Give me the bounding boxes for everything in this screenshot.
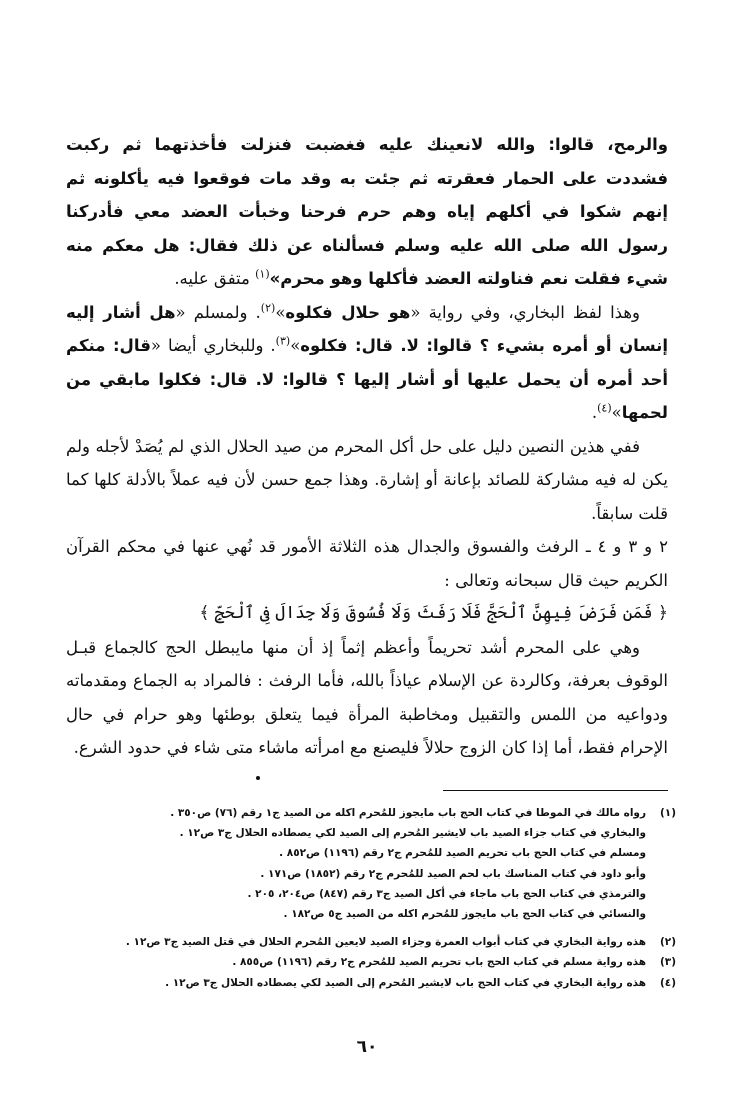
footnote-line: والبخاري في كتاب جزاء الصيد باب لايشير المُحرم إلى الصيد لكي يصطاده الحلال ج٣ ص١٢ . — [179, 827, 646, 840]
footnote-ref-1[interactable]: (١) — [255, 267, 270, 281]
paragraph-hadith-continuation — [66, 128, 668, 296]
narration-quote: قال: منكم أحد أمره أن يحمل عليها أو أشار إليها ؟ قالوا: لا. قال: فكلوا مابقي من لحمها — [66, 336, 668, 422]
footnote-4 — [66, 973, 676, 993]
footnote-ref-3[interactable]: (٣) — [275, 334, 291, 348]
hadith-source: متفق عليه. — [174, 269, 256, 288]
footnote-number: (٤) — [659, 976, 676, 989]
footnote-ref-4[interactable]: (٤) — [597, 401, 612, 415]
footnote-line: هذه رواية مسلم في كتاب الحج باب تحريم الصيد للمُحرم ج٢ رقم (١١٩٦) ص٨٥٥ . — [232, 956, 646, 969]
footnote-3 — [66, 952, 676, 972]
footnote-ref-2[interactable]: (٢) — [260, 301, 276, 314]
narration-text: » — [611, 403, 622, 422]
footnote-line: هذه رواية البخاري في كتاب أبواب العمرة وجزاء الصيد لايعين المُحرم الحلال في قتل الصيد ج٣ ص١٢ . — [125, 936, 646, 949]
narration-text: » — [275, 302, 286, 322]
footnote-divider — [443, 790, 668, 791]
paragraph-rafath-ruling: وهي على المحرم أشد تحريماً وأعظم إثماً إذ أن منها مايبطل الحج كالجماع قبـل الوقوف بعرفة، وكالردة عن الإسلام عياذاً بالله، فأما الرفث : فالمراد به الجماع ومقدماته ودواعيه من اللمس والتقبيل ومخاطبة المرأة فيما يتعلق بوطئها وهو حرام في حال الإحرام فقط، أما إذا كان الزوج حلالاً فليصنع مع امرأته ماشاء متى شاء في حدود الشرع. — [66, 637, 668, 757]
narration-text: . وللبخاري أيضا « — [150, 336, 276, 355]
narration-quote: هو حلال فكلوه — [285, 302, 411, 322]
paragraph-conclusion: ففي هذين النصين دليل على حل أكل المحرم من صيد الحلال الذي لم يُصَدْ لأجله ولم يكن له فيه مشاركة للصائد بإعانة أو إشارة. وهذا جمع حسن لأن فيه عملاً بالأدلة كلها كما قلت سابقاً. — [66, 436, 668, 523]
footnote-2 — [66, 932, 676, 952]
footnote-line: وأبو داود في كتاب المناسك باب لحم الصيد للمُحرم ج٢ رقم (١٨٥٢) ص١٧١ . — [260, 867, 646, 880]
footnote-line: والترمذي في كتاب الحج باب ماجاء في أكل الصيد ج٣ رقم (٨٤٧) ص٢٠٤، ٢٠٥ . — [247, 887, 646, 900]
footnote-number: (١) — [659, 807, 676, 819]
footnote-1 — [66, 803, 676, 924]
narration-text: » — [290, 336, 301, 355]
footnote-number: (٢) — [659, 936, 676, 949]
narration-text: . ولمسلم « — [175, 302, 261, 322]
paragraph-rafath-intro: ٢ و ٣ و ٤ ـ الرفث والفسوق والجدال هذه الثلاثة الأمور قد نُهي عنها في محكم القرآن الكريم حيث قال سبحانه وتعالى : — [66, 537, 668, 590]
footnote-line: هذه رواية البخاري في كتاب الحج باب لايشير المُحرم إلى الصيد لكي يصطاده الحلال ج٣ ص١٢ . — [165, 976, 646, 989]
footnote-line: رواه مالك في الموطا في كتاب الحج باب مايجوز للمُحرم اكله من الصيد ج١ رقم (٧٦) ص٣٥٠ . — [170, 807, 646, 819]
footnote-line: ومسلم في كتاب الحج باب تحريم الصيد للمُحرم ج٢ رقم (١١٩٦) ص٨٥٢ . — [279, 847, 646, 860]
quran-verse: ﴿ فَمَن فَرَضَ فِيهِنَّ ٱلْحَجَّ فَلَا رَفَثَ وَلَا فُسُوقَ وَلَا جِدَالَ فِى ٱلْحَجِّ ﴾ — [199, 603, 668, 623]
footnote-number: (٣) — [659, 956, 676, 969]
narration-text: وهذا لفظ البخاري، وفي رواية « — [410, 302, 640, 322]
footnote-line: والنسائي في كتاب الحج باب مايجوز للمُحرم اكله من الصيد ج٥ ص١٨٢ . — [283, 908, 646, 921]
main-text — [66, 128, 668, 765]
page-number: ٦٠ — [356, 1037, 378, 1057]
narration-quote: هل أشار إليه إنسان أو أمره بشيء ؟ قالوا: لا. قال: فكلوه — [66, 302, 668, 355]
stray-dot — [256, 776, 260, 780]
narration-text: . — [591, 403, 598, 422]
footnotes — [66, 803, 676, 993]
paragraph-narrations — [66, 296, 668, 430]
hadith-text: والرمح، قالوا: والله لانعينك عليه فغضبت فنزلت فأخذتهما ثم ركبت فشددت على الحمار فعقرته ثم جئت به وقد مات فوقعوا فيه يأكلونه ثم إنهم شكوا في أكلهم إياه وهم حرم فرحنا وخبأت العضد معي فأدركنا رسول الله صلى الله عليه وسلم فسألناه عن ذلك فقال: هل معكم منه شيء فقلت نعم فناولته العضد فأكلها وهو محرم» — [66, 135, 668, 288]
